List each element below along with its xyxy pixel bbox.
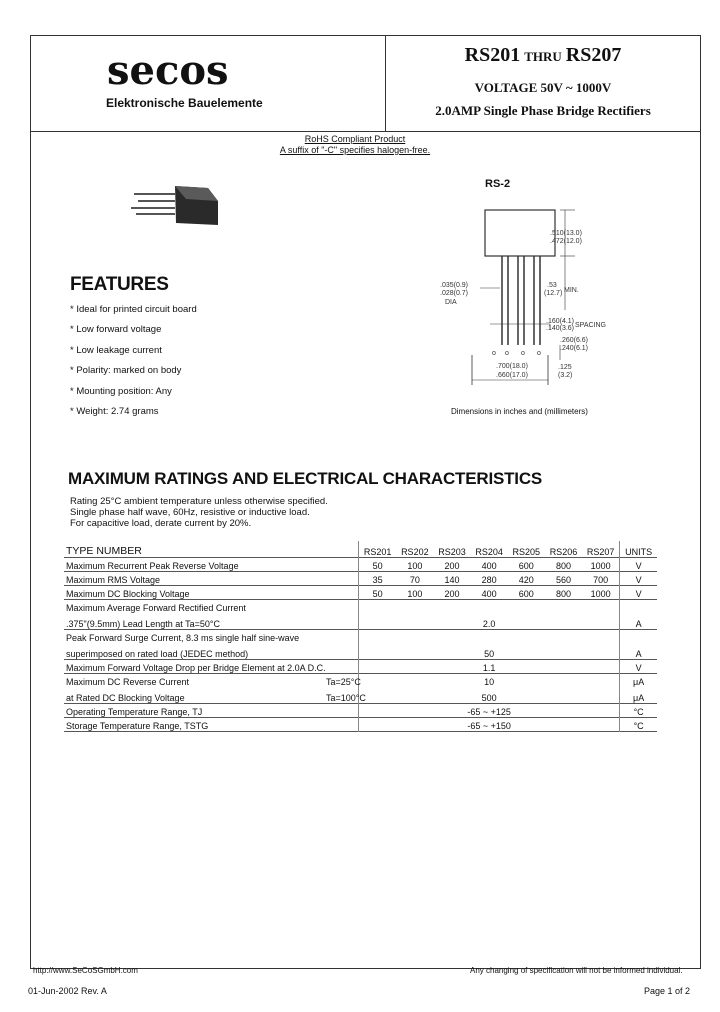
part-header: RS206: [549, 547, 578, 557]
row-unit: A: [635, 619, 642, 629]
row-value: 800: [545, 586, 582, 600]
row-value: 1.1: [359, 660, 620, 674]
row-value: 280: [471, 572, 508, 586]
row-value: 50: [359, 558, 397, 572]
row-label: Storage Temperature Range, TSTG: [64, 718, 359, 732]
row-value: [359, 600, 620, 614]
row-value: 600: [508, 558, 545, 572]
component-photo: [120, 183, 230, 228]
part-header: RS205: [512, 547, 541, 557]
row-label: Operating Temperature Range, TJ: [64, 704, 359, 718]
row-value: 500: [359, 687, 620, 704]
package-title: RS-2: [485, 178, 511, 190]
dim-seat: .125: [558, 364, 572, 371]
row-value: 1000: [582, 586, 620, 600]
feature-item: * Low forward voltage: [70, 324, 162, 335]
row-value: 140: [433, 572, 470, 586]
dim-length-min: .660(17.0): [496, 372, 528, 379]
row-value: 200: [433, 558, 470, 572]
row-unit: V: [620, 660, 657, 674]
table-row: [64, 630, 657, 644]
dim-length-max: .700(18.0): [496, 363, 528, 370]
rohs-line-1: RoHS Compliant Product: [304, 134, 406, 144]
table-row: [64, 572, 657, 586]
secos-logo: [105, 50, 275, 92]
row-unit: °C: [620, 718, 657, 732]
dim-width-max: .260(6.6): [560, 337, 589, 344]
row-label: Maximum DC Blocking Voltage: [64, 586, 359, 600]
row-unit: [620, 600, 657, 614]
package-dimension-drawing: [410, 195, 630, 405]
row-value: -65 ~ +125: [359, 704, 620, 718]
row-value: 400: [471, 586, 508, 600]
part-header: RS204: [475, 547, 503, 557]
features-heading: FEATURES: [70, 274, 169, 295]
row-value: -65 ~ +150: [359, 718, 620, 732]
dim-lead-dia-min: .028(0.7): [440, 290, 469, 297]
row-label: Maximum Recurrent Peak Reverse Voltage: [64, 558, 359, 572]
dim-seat-mm: (3.2): [558, 372, 573, 379]
row-label: at Rated DC Blocking Voltage: [66, 693, 185, 703]
row-value: 1000: [582, 558, 620, 572]
type-number-header: TYPE NUMBER: [64, 541, 359, 558]
dim-spacing-max: .160(4.1): [546, 318, 575, 325]
feature-item: * Ideal for printed circuit board: [70, 304, 197, 315]
row-condition: Ta=100°C: [326, 693, 366, 703]
rohs-line-2: A suffix of "-C" specifies halogen-free.: [279, 145, 431, 155]
part-header: RS201: [363, 547, 392, 557]
header-divider: [30, 131, 701, 132]
row-value: 10: [359, 674, 620, 688]
dim-spacing-label: SPACING: [575, 322, 606, 329]
title-last-part: RS207: [565, 44, 622, 66]
svg-text:o: o: [492, 350, 496, 357]
company-url: http://www.SeCoSGmbH.com: [33, 966, 138, 975]
spec-change-notice: Any changing of specification will not be informed individual.: [470, 966, 683, 975]
table-row: [64, 687, 657, 704]
row-value: 560: [545, 572, 582, 586]
row-label-cell: [64, 687, 366, 704]
table-row: [64, 718, 657, 732]
svg-text:o: o: [537, 350, 541, 357]
part-header: RS202: [401, 547, 429, 557]
dim-lead-dia-max: .035(0.9): [440, 282, 469, 289]
part-header: RS207: [582, 541, 620, 558]
units-header: UNITS: [625, 547, 653, 557]
table-row: [64, 586, 657, 600]
row-value: 70: [396, 572, 433, 586]
product-subtitle: 2.0AMP Single Phase Bridge Rectifiers: [435, 103, 651, 118]
feature-item: * Mounting position: Any: [70, 386, 172, 397]
row-unit: V: [620, 586, 657, 600]
row-value: 700: [582, 572, 620, 586]
row-condition: Ta=25°C: [326, 677, 361, 687]
row-label-cell: [64, 674, 359, 688]
title-first-part: RS201: [464, 44, 521, 66]
rating-note: Rating 25°C ambient temperature unless otherwise specified.: [70, 496, 328, 507]
title-thru: THRU: [524, 49, 562, 64]
dimensions-note: Dimensions in inches and (millimeters): [451, 407, 588, 416]
dim-width-min: .240(6.1): [560, 345, 589, 352]
dim-body-height-max: .510(13.0): [550, 230, 582, 237]
svg-text:o: o: [521, 350, 525, 357]
row-value: 100: [396, 586, 433, 600]
dim-lead-length: .53: [547, 282, 557, 289]
table-header-row: [64, 541, 657, 558]
table-row: [64, 613, 657, 630]
revision-date: 01-Jun-2002 Rev. A: [28, 986, 107, 996]
row-unit: °C: [620, 704, 657, 718]
row-label: Maximum Average Forward Rectified Current: [64, 600, 359, 614]
row-unit: V: [620, 558, 657, 572]
company-tagline: Elektronische Bauelemente: [106, 96, 263, 110]
rating-note: Single phase half wave, 60Hz, resistive or inductive load.: [70, 507, 310, 518]
feature-item: * Weight: 2.74 grams: [70, 406, 159, 417]
row-value: 400: [471, 558, 508, 572]
row-value: 50: [359, 586, 397, 600]
row-unit: μA: [633, 693, 645, 703]
row-label: superimposed on rated load (JEDEC method): [64, 643, 359, 660]
logo-text: secos: [107, 50, 229, 92]
voltage-range: VOLTAGE 50V ~ 1000V: [474, 80, 612, 95]
feature-item: * Low leakage current: [70, 345, 162, 356]
row-label: Maximum Forward Voltage Drop per Bridge Element at 2.0A D.C.: [64, 660, 359, 674]
table-row: [64, 643, 657, 660]
page-number: Page 1 of 2: [644, 986, 691, 996]
table-row: [64, 674, 657, 688]
ratings-heading: MAXIMUM RATINGS AND ELECTRICAL CHARACTERISTICS: [68, 469, 543, 488]
row-label: Peak Forward Surge Current, 8.3 ms single half sine-wave: [64, 630, 359, 644]
table-row: [64, 704, 657, 718]
row-unit: V: [620, 572, 657, 586]
table-row: [64, 558, 657, 572]
dim-body-height-min: .472(12.0): [550, 238, 582, 245]
ratings-table: [64, 541, 657, 732]
product-title: [385, 44, 701, 67]
dim-lead-dia-label: DIA: [445, 299, 457, 306]
row-label: Maximum RMS Voltage: [64, 572, 359, 586]
row-value: 800: [545, 558, 582, 572]
row-unit: [620, 630, 657, 644]
dim-lead-length-mm: (12.7): [544, 290, 563, 297]
rating-note: For capacitive load, derate current by 20%.: [70, 518, 252, 529]
row-value: 600: [508, 586, 545, 600]
table-row: [64, 660, 657, 674]
row-label: .375"(9.5mm) Lead Length at Ta=50°C: [64, 613, 359, 630]
row-value: 35: [359, 572, 397, 586]
row-label: Maximum DC Reverse Current: [66, 677, 190, 687]
dim-spacing-min: .140(3.6): [546, 325, 575, 332]
part-header: RS203: [438, 547, 466, 557]
row-value: 2.0: [359, 613, 620, 630]
row-value: 200: [433, 586, 470, 600]
row-value: 420: [508, 572, 545, 586]
row-unit: A: [635, 649, 642, 659]
row-value: 50: [359, 643, 620, 660]
feature-item: * Polarity: marked on body: [70, 365, 182, 376]
table-row: [64, 600, 657, 614]
row-unit: μA: [620, 674, 657, 688]
svg-text:o: o: [505, 350, 509, 357]
row-value: [359, 630, 620, 644]
dim-lead-length-label: MIN.: [564, 287, 579, 294]
row-value: 100: [396, 558, 433, 572]
